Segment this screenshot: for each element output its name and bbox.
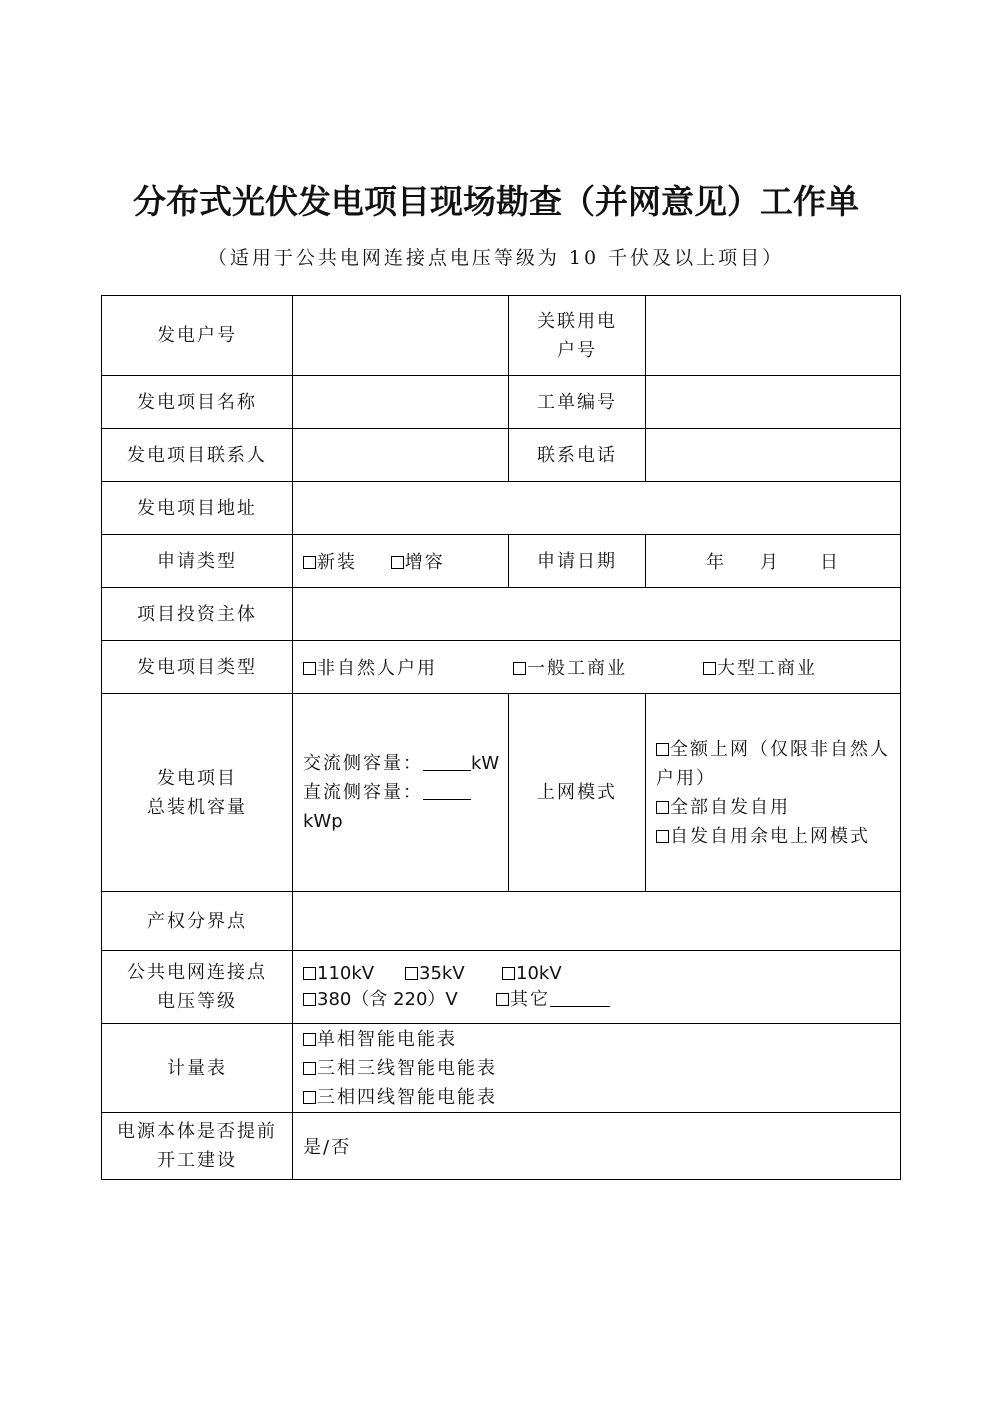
survey-form-table: [101, 295, 901, 1180]
ac-capacity[interactable]: 交流侧容量： kW: [303, 753, 500, 774]
checkbox-icon[interactable]: [703, 662, 716, 675]
row-early-build: [102, 1113, 901, 1180]
checkbox-icon[interactable]: [496, 993, 509, 1006]
date-month: 月: [760, 552, 780, 573]
option-large-commercial[interactable]: 大型工商业: [703, 654, 817, 680]
work-order-label: 工单编号: [509, 376, 646, 429]
row-contact: [102, 429, 901, 482]
apply-date-field[interactable]: [646, 535, 901, 588]
project-type-options: [293, 641, 901, 694]
option-new[interactable]: 新装: [303, 548, 357, 574]
project-type-label: 发电项目类型: [102, 641, 293, 694]
contact-label: 发电项目联系人: [102, 429, 293, 482]
grid-mode-label: 上网模式: [509, 694, 646, 892]
apply-type-options: [293, 535, 509, 588]
option-non-natural-person[interactable]: 非自然人户用: [303, 654, 513, 680]
capacity-label: 发电项目 总装机容量: [102, 694, 293, 892]
option-110kv[interactable]: 110kV: [303, 961, 405, 987]
option-self-use[interactable]: 全部自发自用: [656, 793, 892, 822]
voltage-options: [293, 951, 901, 1024]
checkbox-icon[interactable]: [405, 967, 418, 980]
investor-label: 项目投资主体: [102, 588, 293, 641]
boundary-label: 产权分界点: [102, 892, 293, 951]
checkbox-icon[interactable]: [303, 662, 316, 675]
checkbox-icon[interactable]: [303, 993, 316, 1006]
option-surplus-grid[interactable]: 自发自用余电上网模式: [656, 822, 892, 851]
option-single-phase[interactable]: 单相智能电能表: [303, 1025, 900, 1054]
project-name-field[interactable]: [293, 376, 509, 429]
gen-account-field[interactable]: [293, 296, 509, 376]
checkbox-icon[interactable]: [303, 967, 316, 980]
date-day: 日: [820, 552, 840, 573]
option-increase[interactable]: 增容: [391, 548, 445, 574]
meter-label: 计量表: [102, 1024, 293, 1113]
row-voltage: [102, 951, 901, 1024]
page-subtitle: （适用于公共电网连接点电压等级为 10 千伏及以上项目）: [207, 247, 785, 269]
row-apply-type: [102, 535, 901, 588]
row-boundary: [102, 892, 901, 951]
work-order-field[interactable]: [646, 376, 901, 429]
address-field[interactable]: [293, 482, 901, 535]
option-other[interactable]: 其它: [496, 987, 610, 1013]
checkbox-icon[interactable]: [656, 743, 669, 756]
checkbox-icon[interactable]: [303, 1033, 316, 1046]
checkbox-icon[interactable]: [391, 556, 404, 569]
option-three-phase-three-wire[interactable]: 三相三线智能电能表: [303, 1054, 900, 1083]
row-address: [102, 482, 901, 535]
checkbox-icon[interactable]: [513, 662, 526, 675]
option-three-phase-four-wire[interactable]: 三相四线智能电能表: [303, 1083, 900, 1112]
early-build-value[interactable]: 是/否: [293, 1113, 901, 1180]
checkbox-icon[interactable]: [303, 1062, 316, 1075]
gen-account-label: 发电户号: [102, 296, 293, 376]
row-meter: [102, 1024, 901, 1113]
page-title: 分布式光伏发电项目现场勘查（并网意见）工作单: [133, 182, 859, 221]
option-full-grid[interactable]: 全额上网（仅限非自然人户用）: [656, 738, 890, 789]
related-account-label: 关联用电户号: [509, 296, 646, 376]
checkbox-icon[interactable]: [502, 967, 515, 980]
option-35kv[interactable]: 35kV: [405, 961, 502, 987]
investor-field[interactable]: [293, 588, 901, 641]
apply-type-label: 申请类型: [102, 535, 293, 588]
row-investor: [102, 588, 901, 641]
option-general-commercial[interactable]: 一般工商业: [513, 654, 703, 680]
checkbox-icon[interactable]: [303, 1091, 316, 1104]
grid-mode-options: [646, 694, 901, 892]
row-project-type: [102, 641, 901, 694]
capacity-values: [293, 694, 509, 892]
row-capacity: [102, 694, 901, 892]
row-project-name: [102, 376, 901, 429]
checkbox-icon[interactable]: [656, 830, 669, 843]
checkbox-icon[interactable]: [656, 801, 669, 814]
option-10kv[interactable]: 10kV: [502, 961, 562, 987]
phone-label: 联系电话: [509, 429, 646, 482]
dc-capacity[interactable]: 直流侧容量：kWp: [303, 778, 508, 836]
address-label: 发电项目地址: [102, 482, 293, 535]
apply-date-label: 申请日期: [509, 535, 646, 588]
contact-field[interactable]: [293, 429, 509, 482]
row-gen-account: [102, 296, 901, 376]
boundary-field[interactable]: [293, 892, 901, 951]
checkbox-icon[interactable]: [303, 556, 316, 569]
phone-field[interactable]: [646, 429, 901, 482]
meter-options: [293, 1024, 901, 1113]
related-account-field[interactable]: [646, 296, 901, 376]
early-build-label: 电源本体是否提前 开工建设: [102, 1113, 293, 1180]
date-year: 年: [706, 552, 726, 573]
project-name-label: 发电项目名称: [102, 376, 293, 429]
option-380v[interactable]: 380（含 220）V: [303, 987, 496, 1013]
voltage-label: 公共电网连接点 电压等级: [102, 951, 293, 1024]
